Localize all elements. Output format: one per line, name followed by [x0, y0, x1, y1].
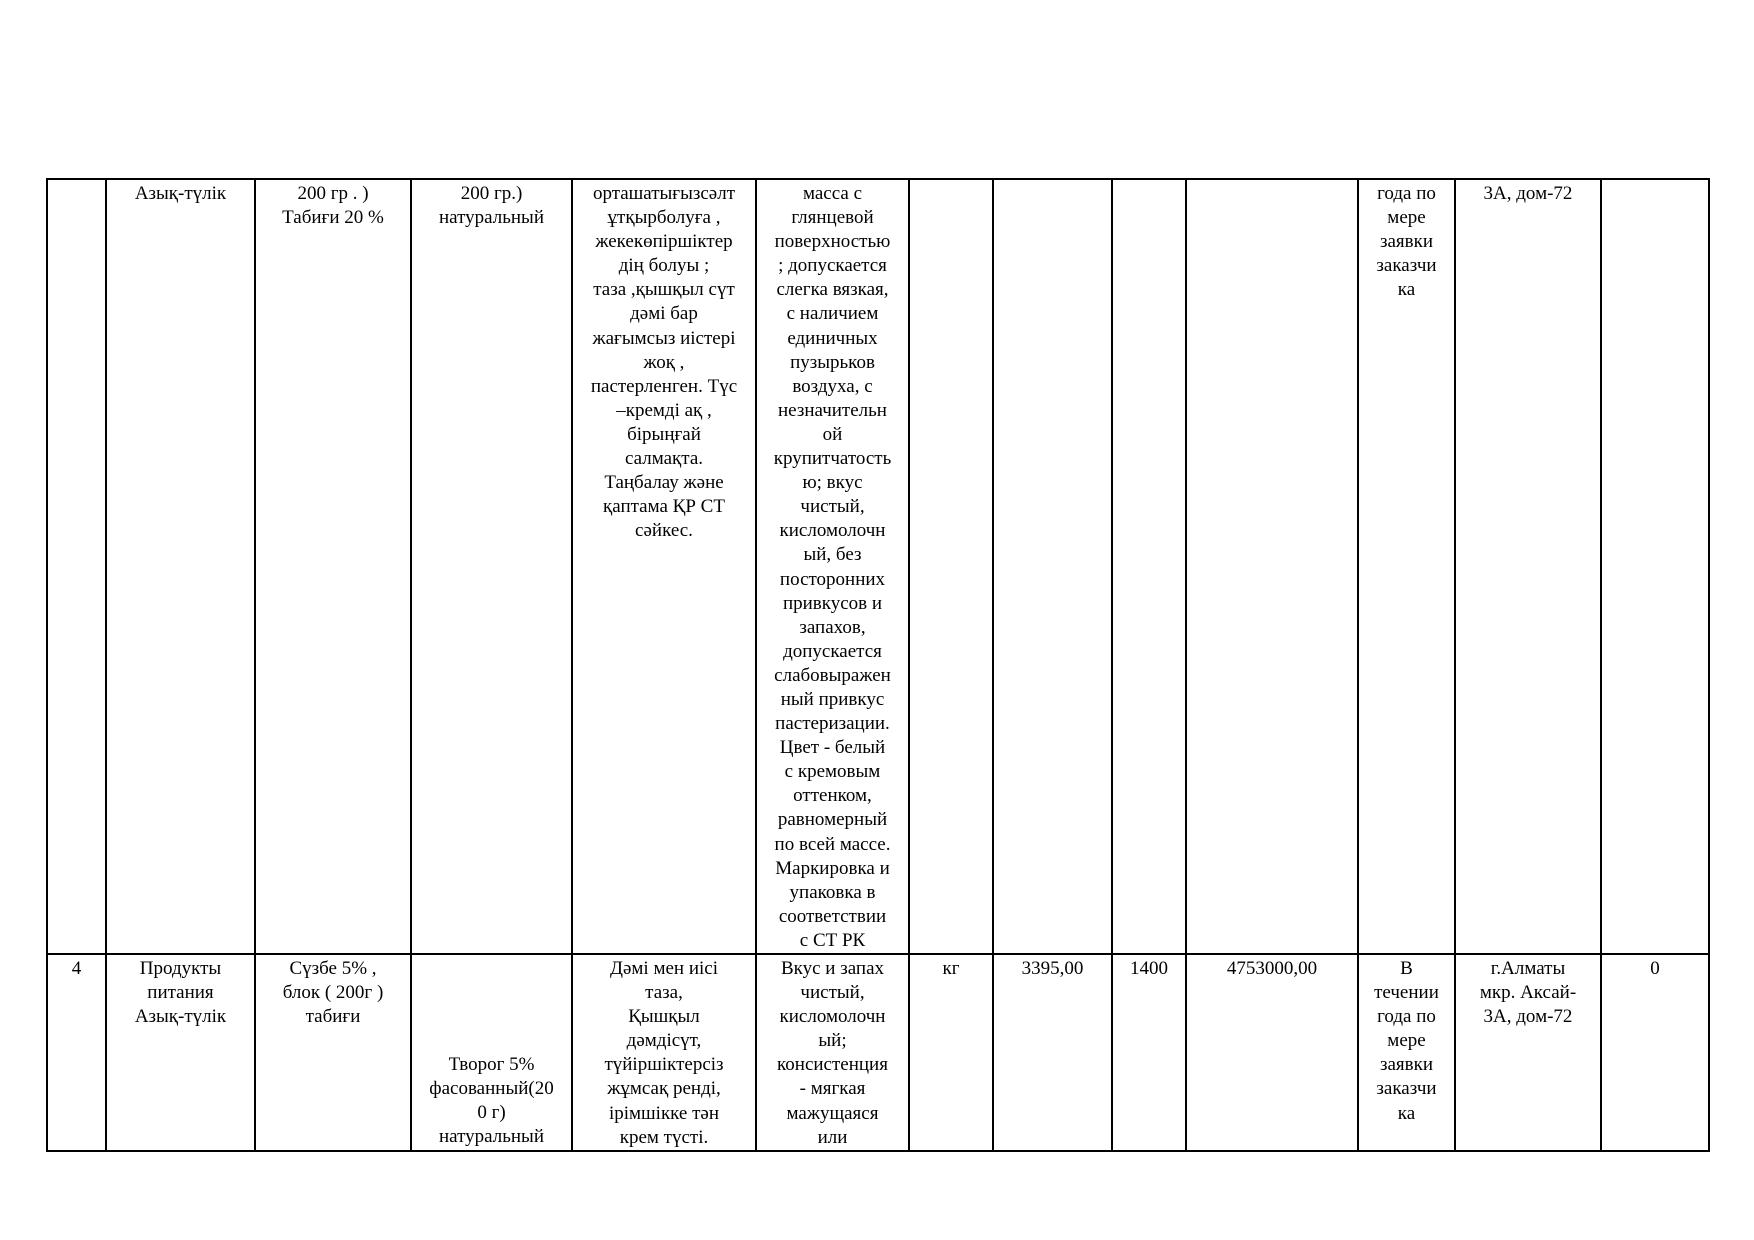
cell-quantity [1112, 179, 1186, 954]
cell-number: 4 [47, 954, 106, 1151]
cell-name-ru: 200 гр.) натуральный [411, 179, 572, 954]
cell-delivery-term: года по мере заявки заказчи ка [1358, 179, 1455, 954]
cell-name-ru [411, 954, 572, 1151]
procurement-table [46, 178, 1710, 1152]
table-row [47, 954, 1709, 1151]
cell-price: 3395,00 [993, 954, 1112, 1151]
cell-price [993, 179, 1112, 954]
cell-quantity: 1400 [1112, 954, 1186, 1151]
cell-description-ru: Вкус и запах чистый, кисломолочн ый; консистенция - мягкая мажущаяся или [756, 954, 909, 1151]
name-ru-text: Творог 5% фасованный(20 0 г) натуральный [429, 1054, 554, 1148]
cell-number [47, 179, 106, 954]
cell-name-kz: 200 гр . ) Табиғи 20 % [255, 179, 411, 954]
cell-delivery-place: г.Алматы мкр. Аксай- 3А, дом-72 [1455, 954, 1601, 1151]
cell-description-ru: масса с глянцевой поверхностью ; допускается слегка вязкая, с наличием единичных пузырьков воздуха, с незначительн ой крупитчатость ю; вкус чистый, кисломолочн ый, без посторонних привкусов и запахов, допускается слабовыражен ный привкус пастеризации. Цвет - белый с кремовым оттенком, равномерный по всей массе. Маркировка и упаковка в соответствии с СТ РК [756, 179, 909, 954]
cell-delivery-place: 3А, дом-72 [1455, 179, 1601, 954]
cell-unit: кг [909, 954, 993, 1151]
cell-unit [909, 179, 993, 954]
cell-sum: 4753000,00 [1186, 954, 1358, 1151]
cell-prepayment: 0 [1601, 954, 1709, 1151]
cell-category: Азық-түлік [106, 179, 255, 954]
cell-name-kz: Сүзбе 5% , блок ( 200г ) табиғи [255, 954, 411, 1151]
cell-delivery-term: В течении года по мере заявки заказчи ка [1358, 954, 1455, 1151]
cell-category: Продукты питания Азық-түлік [106, 954, 255, 1151]
cell-sum [1186, 179, 1358, 954]
table-row [47, 179, 1709, 954]
cell-description-kz: Дәмі мен иісі таза, Қышқыл дәмдісүт, түйіршіктерсіз жұмсақ ренді, ірімшікке тән крем түсті. [572, 954, 756, 1151]
cell-prepayment [1601, 179, 1709, 954]
cell-description-kz: орташатығызсәлт ұтқырболуға , жекекөпіршіктер дің болуы ; таза ,қышқыл сүт дәмі бар жағымсыз иістері жоқ , пастерленген. Түс –кремді ақ , бірыңғай салмақта. Таңбалау және қаптама ҚР СТ сәйкес. [572, 179, 756, 954]
